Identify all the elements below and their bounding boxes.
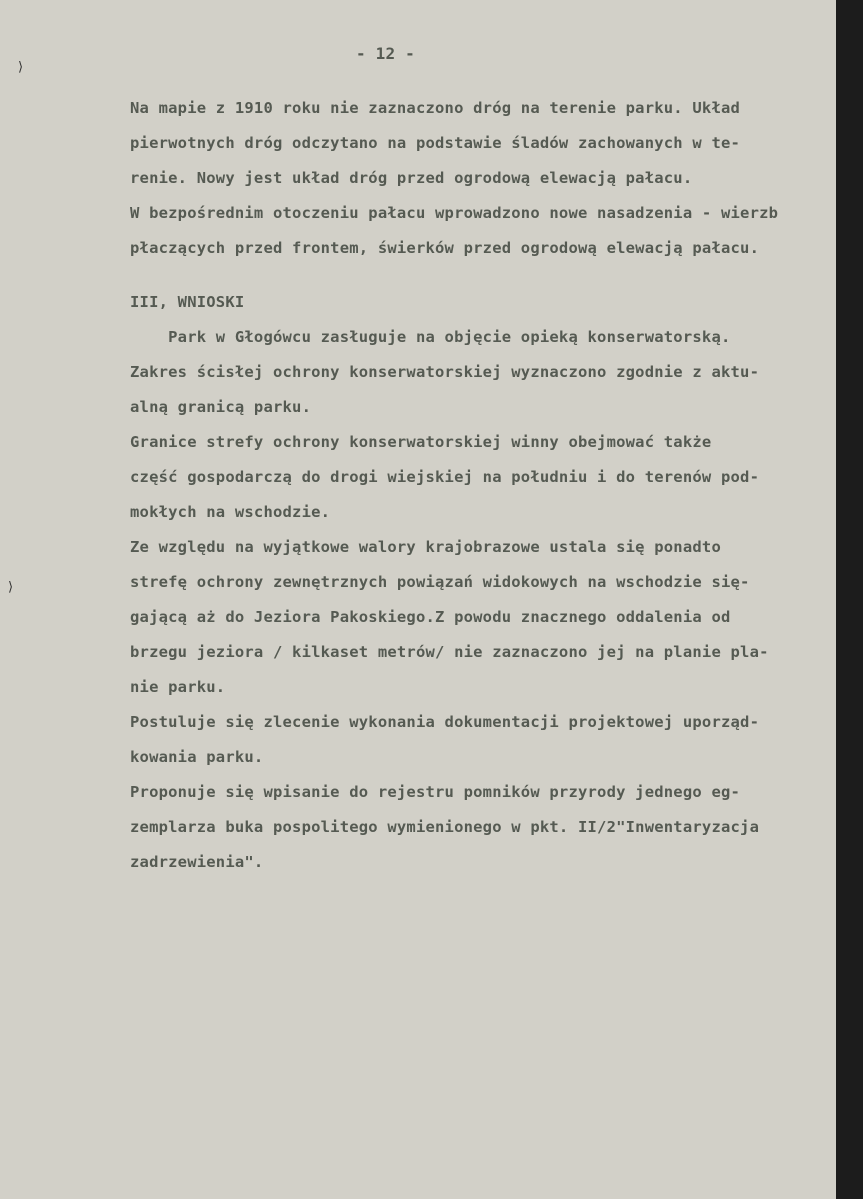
text-line: Proponuje się wpisanie do rejestru pomników przyrody jednego eg- — [130, 783, 741, 801]
text-line: część gospodarczą do drogi wiejskiej na południu i do terenów pod- — [130, 468, 760, 486]
text-line: Postuluje się zlecenie wykonania dokumentacji projektowej uporząd- — [130, 713, 760, 731]
margin-mark-icon: ⟩ — [8, 580, 14, 595]
text-line: gającą aż do Jeziora Pakoskiego.Z powodu znacznego oddalenia od — [130, 608, 731, 626]
text-line: renie. Nowy jest układ dróg przed ogrodową elewacją pałacu. — [130, 169, 693, 187]
text-line: Na mapie z 1910 roku nie zaznaczono dróg na terenie parku. Układ — [130, 99, 741, 117]
text-line: strefę ochrony zewnętrznych powiązań widokowych na wschodzie się- — [130, 573, 750, 591]
section-heading: III, WNIOSKI — [130, 293, 245, 311]
text-line: nie parku. — [130, 678, 226, 696]
text-line: zemplarza buka pospolitego wymienionego w pkt. II/2"Inwentaryzacja — [130, 818, 760, 836]
text-line: pierwotnych dróg odczytano na podstawie śladów zachowanych w te- — [130, 134, 741, 152]
typed-text — [130, 96, 778, 885]
text-line: Zakres ścisłej ochrony konserwatorskiej wyznaczono zgodnie z aktu- — [130, 363, 760, 381]
text-line: Park w Głogówcu zasługuje na objęcie opieką konserwatorską. — [130, 328, 731, 346]
text-line: płaczących przed frontem, świerków przed ogrodową elewacją pałacu. — [130, 239, 760, 257]
text-line: mokłych na wschodzie. — [130, 503, 331, 521]
text-line: zadrzewienia". — [130, 853, 264, 871]
scan-edge — [836, 0, 863, 1199]
text-line: Ze względu na wyjątkowe walory krajobrazowe ustala się ponadto — [130, 538, 721, 556]
page-number: - 12 - — [356, 44, 415, 63]
text-line: alną granicą parku. — [130, 398, 312, 416]
text-line: W bezpośrednim otoczeniu pałacu wprowadzono nowe nasadzenia - wierzb — [130, 204, 779, 222]
margin-mark-icon: ⟩ — [18, 60, 24, 75]
text-line: Granice strefy ochrony konserwatorskiej winny obejmować także — [130, 433, 712, 451]
text-line: brzegu jeziora / kilkaset metrów/ nie zaznaczono jej na planie pla- — [130, 643, 769, 661]
text-line: kowania parku. — [130, 748, 264, 766]
